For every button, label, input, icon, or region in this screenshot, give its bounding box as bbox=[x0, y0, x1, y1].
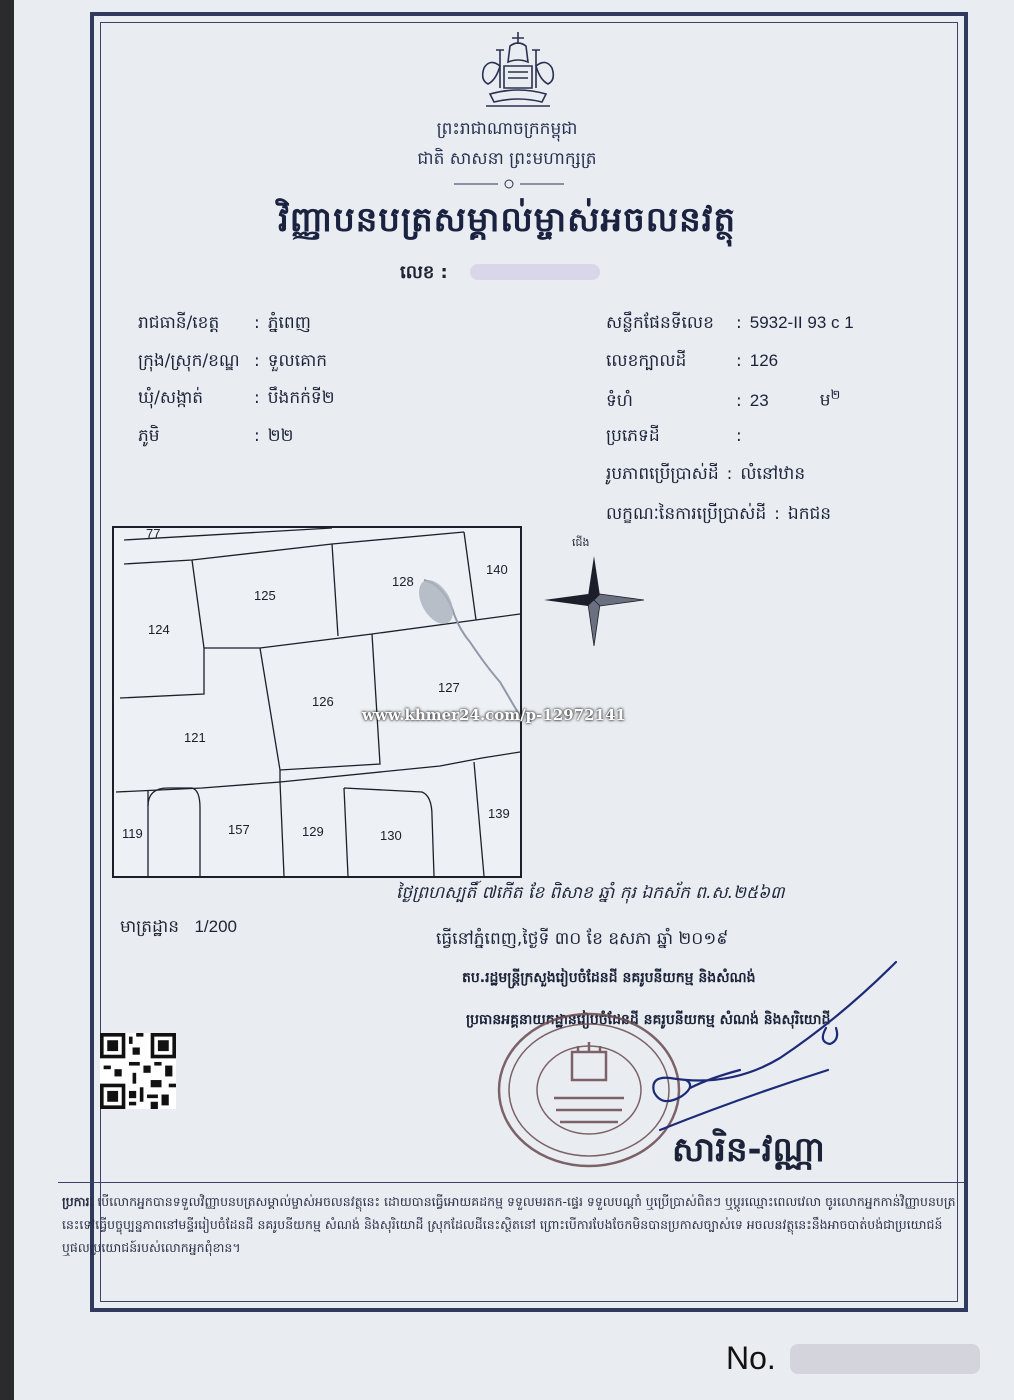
district-field: ក្រុង/ស្រុក/ខណ្ឌ : ទួលគោក bbox=[138, 351, 328, 371]
parcel-140: 140 bbox=[486, 562, 508, 577]
parcel-127: 127 bbox=[438, 680, 460, 695]
parcel-121: 121 bbox=[184, 730, 206, 745]
north-label: ជើង bbox=[572, 536, 590, 549]
parcel-139: 139 bbox=[488, 806, 510, 821]
serial-number: No. bbox=[726, 1340, 776, 1376]
signer-title-line1: តប.រដ្ឋមន្ត្រីក្រសួងរៀបចំដែនដី នគរូបនីយកម្ម និងសំណង់ bbox=[462, 970, 756, 986]
signer-title-line2: ប្រធានអគ្គនាយកដ្ឋានរៀបចំដែនដី នគរូបនីយកម្ម សំណង់ និងសុរិយោដី bbox=[466, 1012, 831, 1028]
solar-date: ធ្វើនៅភ្នំពេញ,ថ្ងៃទី ៣០ ខែ ឧសភា ឆ្នាំ ២០១៩ bbox=[436, 929, 729, 949]
land-type-field: ប្រភេទដី : bbox=[606, 426, 742, 446]
parcel-157: 157 bbox=[228, 822, 250, 837]
parcel-124: 124 bbox=[148, 622, 170, 637]
cadastral-map bbox=[112, 526, 522, 878]
signer-name: សារិន-វណ្ណា bbox=[672, 1130, 825, 1170]
redacted-number bbox=[470, 264, 600, 280]
qr-code-icon bbox=[100, 1032, 176, 1110]
watermark-url: www.khmer24.com/p-12972141 bbox=[362, 706, 626, 724]
motto-line: ជាតិ សាសនា ព្រះមហាក្សត្រ bbox=[417, 149, 597, 169]
parcel-129: 129 bbox=[302, 824, 324, 839]
commune-field: ឃុំ/សង្កាត់ : បឹងកក់ទី២ bbox=[138, 388, 335, 408]
land-use-field: រូបភាពប្រើប្រាស់ដី : លំនៅឋាន bbox=[606, 464, 806, 484]
area-field: ទំហំ : 23 ម$^២$ bbox=[606, 388, 841, 411]
notice-text: ប្រការៈ បើលោកអ្នកបានទទួលវិញ្ញាបនបត្រសម្គាល់ម្ចាស់អចលនវត្ថុនេះ ដោយបានធ្វើអោយគដកម្ម ទទួលមរតក-ផ្ទេរ ទទួលបណ្ដាំ ឬប្រើប្រាស់ពិតៗ ឬប្តូរឈ្មោះពេលវេលា ចូរលោកអ្នកកាន់វិញ្ញាបនបត្រនេះទៅធ្វើបច្ចុប្បន្នភាពនៅមន្ទីររៀបចំដែនដី នគរូបនីយកម្ម សំណង់ និងសុរិយោដី ស្រុកដែលដីនេះស្ថិតនៅ ព្រោះបើការបែងចែកមិនបានប្រកាសច្បាស់ទេ អចលនវត្ថុនេះនឹងអាចបាត់បង់ជាប្រយោជន៍ ឬផលប្រយោជន៍របស់លោកអ្នកពុំខាន។ bbox=[62, 1194, 956, 1255]
certificate-title: វិញ្ញាបនបត្រសម្គាល់ម្ចាស់អចលនវត្ថុ bbox=[277, 200, 737, 240]
land-use-characteristic-field: លក្ខណៈនៃការប្រើប្រាស់ដី : ឯកជន bbox=[606, 504, 832, 524]
village-field: ភូមិ : ២២ bbox=[138, 426, 294, 446]
province-field: រាជធានី/ខេត្ត : ភ្នំពេញ bbox=[138, 313, 311, 333]
royal-emblem-icon bbox=[470, 28, 566, 112]
parcel-77: 77 bbox=[146, 526, 161, 541]
kingdom-line: ព្រះរាជាណាចក្រកម្ពុជា bbox=[436, 119, 578, 139]
redacted-serial bbox=[790, 1344, 980, 1374]
ornament-divider bbox=[454, 178, 564, 190]
parcel-128: 128 bbox=[392, 574, 414, 589]
lunar-date: ថ្ងៃព្រហស្បតិ៍ ៧កើត ខែ ពិសាខ ឆ្នាំ កុរ ឯកស័ក ព.ស.២៥៦៣ bbox=[396, 883, 785, 903]
map-scale: មាត្រដ្ឋាន 1/200 bbox=[120, 917, 237, 937]
certificate-number-label: លេខ : bbox=[400, 262, 448, 283]
map-sheet-field: សន្លឹកផែនទីលេខ : 5932-II 93 c 1 bbox=[606, 313, 854, 333]
compass-icon bbox=[540, 550, 650, 650]
parcel-number-field: លេខក្បាលដី : 126 bbox=[606, 351, 779, 371]
parcel-126: 126 bbox=[312, 694, 334, 709]
parcel-125: 125 bbox=[254, 588, 276, 603]
parcel-130: 130 bbox=[380, 828, 402, 843]
parcel-119: 119 bbox=[122, 826, 143, 841]
